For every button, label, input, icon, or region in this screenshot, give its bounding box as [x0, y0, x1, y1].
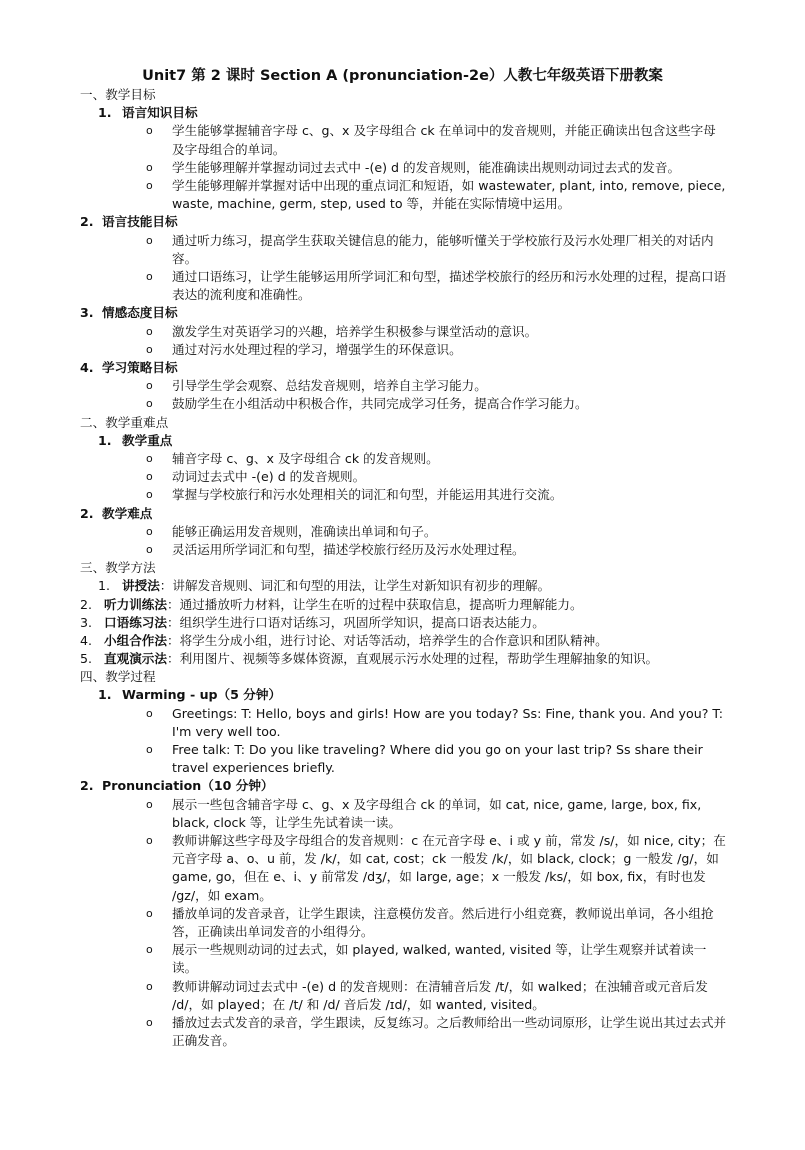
subheading — [0, 777, 805, 795]
section-heading-process: 四、教学过程 — [80, 669, 156, 685]
subheading-label: 语言知识目标 — [122, 105, 198, 121]
subheading-number: 3. — [80, 305, 94, 321]
list-item — [0, 177, 805, 213]
list-item — [0, 941, 805, 977]
list-item-text: 展示一些包含辅音字母 c、g、x 及字母组合 ck 的单词，如 cat, nice, game, large, box, fix, black, clock 等，让学生先试着读一读。 — [172, 796, 702, 830]
subheading-number: 2. — [80, 505, 94, 521]
subheading-label: 教学重点 — [122, 432, 173, 448]
method-name: 听力训练法 — [104, 596, 167, 612]
subheading-number: 2. — [80, 778, 94, 794]
list-item — [0, 705, 805, 741]
circle-bullet-icon: o — [146, 834, 153, 848]
method-item — [0, 650, 805, 668]
circle-bullet-icon: o — [146, 906, 153, 920]
list-item — [0, 741, 805, 777]
list-item — [0, 323, 805, 341]
subheading — [0, 213, 805, 231]
list-item-text: 引导学生学会观察、总结发音规则，培养自主学习能力。 — [172, 378, 487, 394]
list-item-text: 播放单词的发音录音，让学生跟读，注意模仿发音。然后进行小组竞赛，教师说出单词，各小组抢答，正确读出单词发音的小组得分。 — [172, 905, 714, 940]
circle-bullet-icon: o — [146, 124, 153, 138]
document-body — [0, 86, 805, 1051]
circle-bullet-icon: o — [146, 233, 153, 247]
circle-bullet-icon: o — [146, 943, 153, 957]
circle-bullet-icon: o — [146, 488, 153, 502]
section-heading-methods: 三、教学方法 — [80, 560, 156, 576]
circle-bullet-icon: o — [146, 706, 153, 720]
document-title: Unit7 第 2 课时 Section A (pronunciation-2e）人教七年级英语下册教案 — [142, 68, 663, 84]
list-item-text: 鼓励学生在小组活动中积极合作，共同完成学习任务，提高合作学习能力。 — [172, 396, 588, 412]
list-item-text: 激发学生对英语学习的兴趣，培养学生积极参与课堂活动的意识。 — [172, 323, 538, 339]
circle-bullet-icon: o — [146, 342, 153, 356]
circle-bullet-icon: o — [146, 524, 153, 538]
subheading-label: Pronunciation（10 分钟） — [102, 778, 274, 794]
list-item-text: 辅音字母 c、g、x 及字母组合 ck 的发音规则。 — [172, 450, 439, 466]
subheading-label: 教学难点 — [102, 505, 153, 521]
list-item — [0, 122, 805, 158]
circle-bullet-icon: o — [146, 743, 153, 757]
method-desc: ：通过播放听力材料，让学生在听的过程中获取信息，提高听力理解能力。 — [166, 596, 583, 612]
method-number: 5. — [80, 651, 93, 667]
list-item-text: 通过口语练习，让学生能够运用所学词汇和句型，描述学校旅行的经历和污水处理的过程，提高口语表达的流利度和准确性。 — [172, 268, 727, 303]
method-item — [0, 614, 805, 632]
circle-bullet-icon: o — [146, 379, 153, 393]
list-item — [0, 978, 805, 1014]
list-item — [0, 541, 805, 559]
subheading-number: 4. — [80, 359, 94, 375]
circle-bullet-icon: o — [146, 979, 153, 993]
circle-bullet-icon: o — [146, 451, 153, 465]
method-name: 讲授法 — [122, 578, 160, 594]
subheading-number: 1. — [98, 687, 112, 703]
list-item — [0, 450, 805, 468]
list-item — [0, 832, 805, 905]
method-name: 小组合作法 — [104, 632, 167, 648]
list-item-text: 教师讲解动词过去式中 -(e) d 的发音规则：在清辅音后发 /t/，如 walked；在浊辅音或元音后发 /d/，如 played；在 /t/ 和 /d/ 音后发 /ɪd/，如 wanted, visited。 — [172, 978, 708, 1012]
list-item-text: 教师讲解这些字母及字母组合的发音规则：c 在元音字母 e、i 或 y 前，常发 /s/，如 nice, city；在元音字母 a、o、u 前，发 /k/，如 cat, cost；ck 一般发 /k/，如 black, clock；g 一般发 /g/，如 game, go，但在 e、i、y 前常发 /dʒ/，如 large, age；x 一般发 /ks/，如 box, fix，有时也发 /gz/，如 exam。 — [172, 833, 726, 903]
circle-bullet-icon: o — [146, 1016, 153, 1030]
circle-bullet-icon: o — [146, 324, 153, 338]
list-item-text: 通过听力练习，提高学生获取关键信息的能力，能够听懂关于学校旅行及污水处理厂相关的对话内容。 — [172, 232, 714, 266]
subheading — [0, 686, 805, 704]
subheading-label: 情感态度目标 — [102, 305, 178, 321]
method-number: 1. — [98, 578, 111, 594]
list-item — [0, 486, 805, 504]
list-item-text: 能够正确运用发音规则，准确读出单词和句子。 — [172, 523, 437, 539]
method-number: 2. — [80, 596, 93, 612]
circle-bullet-icon: o — [146, 797, 153, 811]
method-name: 直观演示法 — [104, 651, 167, 667]
method-name: 口语练习法 — [104, 614, 167, 630]
method-number: 4. — [80, 632, 93, 648]
subheading-label: Warming - up（5 分钟） — [122, 687, 282, 703]
list-item — [0, 523, 805, 541]
list-item-text: 掌握与学校旅行和污水处理相关的词汇和句型，并能运用其进行交流。 — [172, 487, 563, 503]
method-desc: ：利用图片、视频等多媒体资源，直观展示污水处理的过程，帮助学生理解抽象的知识。 — [166, 651, 659, 667]
method-desc: ：讲解发音规则、词汇和句型的用法，让学生对新知识有初步的理解。 — [159, 578, 551, 594]
method-item — [0, 596, 805, 614]
method-item — [0, 577, 805, 595]
method-item — [0, 632, 805, 650]
list-item — [0, 796, 805, 832]
circle-bullet-icon: o — [146, 269, 153, 283]
list-item — [0, 905, 805, 941]
subheading — [0, 104, 805, 122]
list-item — [0, 468, 805, 486]
subheading — [0, 304, 805, 322]
list-item-text: 学生能够掌握辅音字母 c、g、x 及字母组合 ck 在单词中的发音规则，并能正确读出包含这些字母及字母组合的单词。 — [172, 123, 716, 157]
subheading-label: 语言技能目标 — [102, 214, 178, 230]
section-heading-key-points: 二、教学重难点 — [80, 414, 169, 430]
subheading-number: 1. — [98, 432, 112, 448]
subheading-number: 2. — [80, 214, 94, 230]
method-desc: ：组织学生进行口语对话练习，巩固所学知识，提高口语表达能力。 — [166, 614, 545, 630]
list-item-text: 学生能够理解并掌握对话中出现的重点词汇和短语，如 wastewater, plant, into, remove, piece, waste, machine, germ, step, used to 等，并能在实际情境中运用。 — [172, 177, 726, 212]
circle-bullet-icon: o — [146, 542, 153, 556]
subheading-label: 学习策略目标 — [102, 359, 178, 375]
list-item — [0, 268, 805, 304]
list-item — [0, 232, 805, 268]
section-heading-objectives: 一、教学目标 — [80, 87, 156, 102]
list-item-text: 灵活运用所学词汇和句型，描述学校旅行经历及污水处理过程。 — [172, 541, 525, 557]
list-item-text: Free talk: T: Do you like traveling? Where did you go on your last trip? Ss share their travel experiences briefly. — [172, 742, 703, 776]
list-item — [0, 341, 805, 359]
method-desc: ：将学生分成小组，进行讨论、对话等活动，培养学生的合作意识和团队精神。 — [166, 632, 608, 648]
list-item-text: 通过对污水处理过程的学习，增强学生的环保意识。 — [172, 341, 462, 357]
list-item-text: 学生能够理解并掌握动词过去式中 -(e) d 的发音规则，能准确读出规则动词过去式的发音。 — [172, 159, 681, 175]
list-item-text: 动词过去式中 -(e) d 的发音规则。 — [172, 469, 366, 485]
method-number: 3. — [80, 614, 93, 630]
circle-bullet-icon: o — [146, 178, 153, 192]
circle-bullet-icon: o — [146, 470, 153, 484]
list-item — [0, 395, 805, 413]
list-item — [0, 1014, 805, 1050]
list-item-text: 展示一些规则动词的过去式，如 played, walked, wanted, visited 等，让学生观察并试着读一读。 — [172, 942, 707, 976]
list-item — [0, 377, 805, 395]
circle-bullet-icon: o — [146, 160, 153, 174]
subheading-number: 1. — [98, 105, 112, 121]
list-item — [0, 159, 805, 177]
subheading — [0, 505, 805, 523]
list-item-text: 播放过去式发音的录音，学生跟读，反复练习。之后教师给出一些动词原形，让学生说出其过去式并正确发音。 — [172, 1015, 727, 1049]
circle-bullet-icon: o — [146, 397, 153, 411]
subheading — [0, 359, 805, 377]
list-item-text: Greetings: T: Hello, boys and girls! How are you today? Ss: Fine, thank you. And you? T: I'm very well too. — [172, 705, 723, 739]
subheading — [0, 432, 805, 450]
